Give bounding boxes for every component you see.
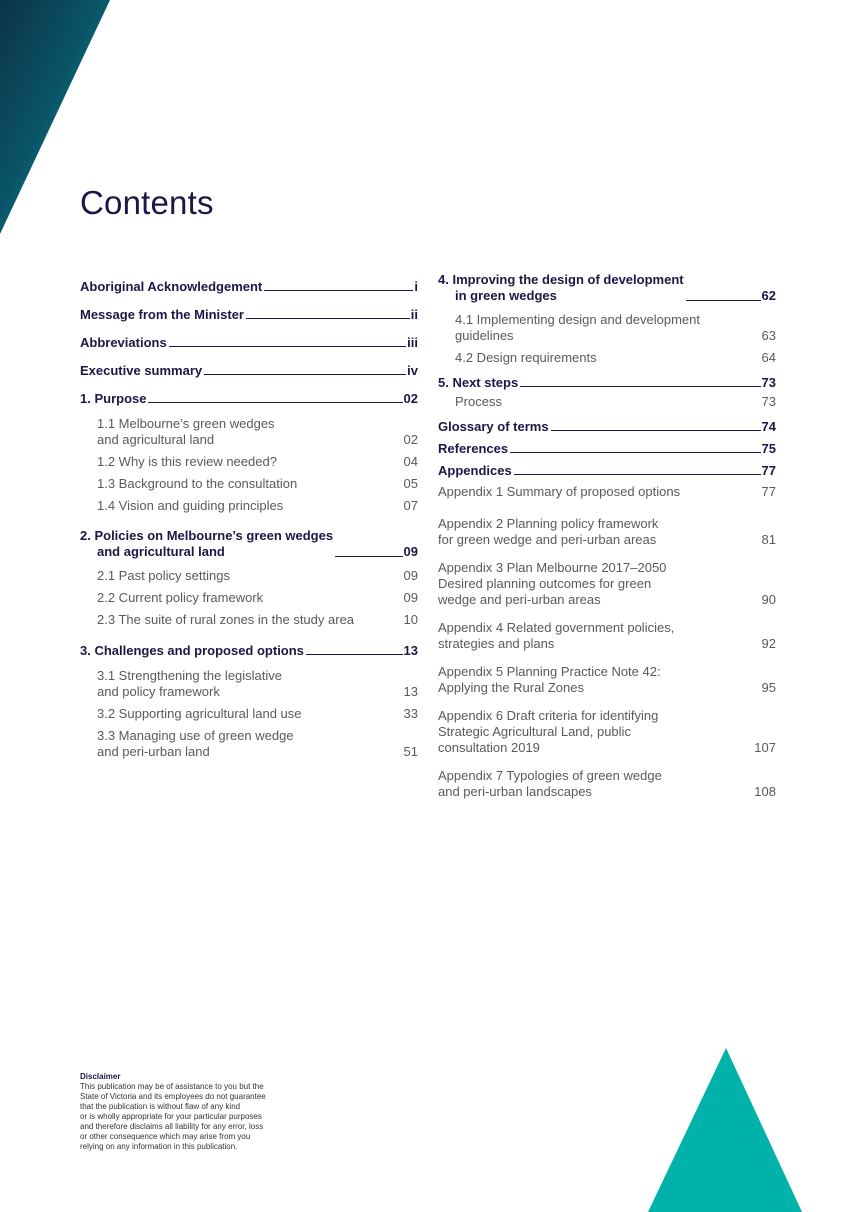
disclaimer-line: State of Victoria and its employees do not guarantee [80,1092,266,1101]
toc-subentry[interactable]: 2.2 Current policy framework 09 [97,590,418,605]
toc-entry[interactable]: Aboriginal Acknowledgement i [80,279,418,294]
toc-subentry[interactable]: 4.1 Implementing design and development guidelines 63 [455,312,776,343]
toc-subentry[interactable]: 1.4 Vision and guiding principles 07 [97,498,418,513]
dot-leader [264,290,413,291]
dot-leader [686,300,761,301]
toc-subentry[interactable]: 1.1 Melbourne’s green wedges and agricultural land 02 [97,416,418,447]
disclaimer-line: that the publication is without flaw of any kind [80,1102,241,1111]
toc-appendix-entry[interactable]: Appendix 4 Related government policies, strategies and plans 92 [438,620,776,651]
toc-entry-section-3[interactable]: 3. Challenges and proposed options 13 [80,643,418,658]
teal-triangle-decoration [648,1048,802,1212]
toc-subentry[interactable]: 3.1 Strengthening the legislative and policy framework 13 [97,668,418,699]
toc-subentry[interactable]: 3.2 Supporting agricultural land use 33 [97,706,418,721]
toc-entry-section-1[interactable]: 1. Purpose 02 [80,391,418,406]
toc-entry-section-4[interactable]: 4. Improving the design of development in green wedges 62 [438,272,776,303]
toc-subentry[interactable]: 4.2 Design requirements 64 [455,350,776,365]
toc-entry-section-5[interactable]: 5. Next steps 73 [438,375,776,390]
toc-appendix-entry[interactable]: Appendix 3 Plan Melbourne 2017–2050 Desired planning outcomes for green wedge and peri-urban areas 90 [438,560,776,607]
toc-appendix-entry[interactable]: Appendix 5 Planning Practice Note 42: Applying the Rural Zones 95 [438,664,776,695]
toc-entry[interactable]: Executive summary iv [80,363,418,378]
dot-leader [510,452,760,453]
toc-appendix-entry[interactable]: Appendix 6 Draft criteria for identifying Strategic Agricultural Land, public consultation 2019 107 [438,708,776,755]
toc-subentry[interactable]: 2.1 Past policy settings 09 [97,568,418,583]
dot-leader [520,386,760,387]
toc-subentry[interactable]: 2.3 The suite of rural zones in the study area 10 [97,612,418,627]
disclaimer-line: This publication may be of assistance to you but the [80,1082,264,1091]
toc-appendix-entry[interactable]: Appendix 2 Planning policy framework for green wedge and peri-urban areas 81 [438,516,776,547]
disclaimer-line: relying on any information in this publication. [80,1142,238,1151]
dot-leader [306,654,403,655]
disclaimer-heading: Disclaimer [80,1072,121,1081]
toc-entry[interactable]: Message from the Minister ii [80,307,418,322]
disclaimer-line: or is wholly appropriate for your particular purposes [80,1112,262,1121]
toc-subentry[interactable]: 1.2 Why is this review needed? 04 [97,454,418,469]
toc-appendix-entry[interactable]: Appendix 7 Typologies of green wedge and peri-urban landscapes 108 [438,768,776,799]
toc-entry[interactable]: Glossary of terms 74 [438,419,776,434]
dot-leader [148,402,402,403]
toc-entry-section-2[interactable]: 2. Policies on Melbourne’s green wedges and agricultural land 09 [80,528,418,559]
disclaimer-line: and therefore disclaims all liability for any error, loss [80,1122,264,1131]
toc-subentry[interactable]: Process 73 [455,394,776,409]
toc-subentry[interactable]: 3.3 Managing use of green wedge and peri-urban land 51 [97,728,418,759]
dot-leader [514,474,761,475]
dot-leader [551,430,761,431]
toc-entry[interactable]: Appendices 77 [438,463,776,478]
disclaimer [80,1072,310,1152]
dot-leader [204,374,406,375]
dot-leader [169,346,406,347]
dot-leader [335,556,402,557]
page-title: Contents [80,184,214,221]
toc-entry[interactable]: References 75 [438,441,776,456]
toc-subentry[interactable]: 1.3 Background to the consultation 05 [97,476,418,491]
toc-left-column [80,272,418,760]
dot-leader [246,318,410,319]
disclaimer-line: or other consequence which may arise from you [80,1132,251,1141]
toc-entry[interactable]: Abbreviations iii [80,335,418,350]
toc-appendix-entry[interactable]: Appendix 1 Summary of proposed options 77 [438,484,776,499]
toc-right-column [438,272,776,800]
